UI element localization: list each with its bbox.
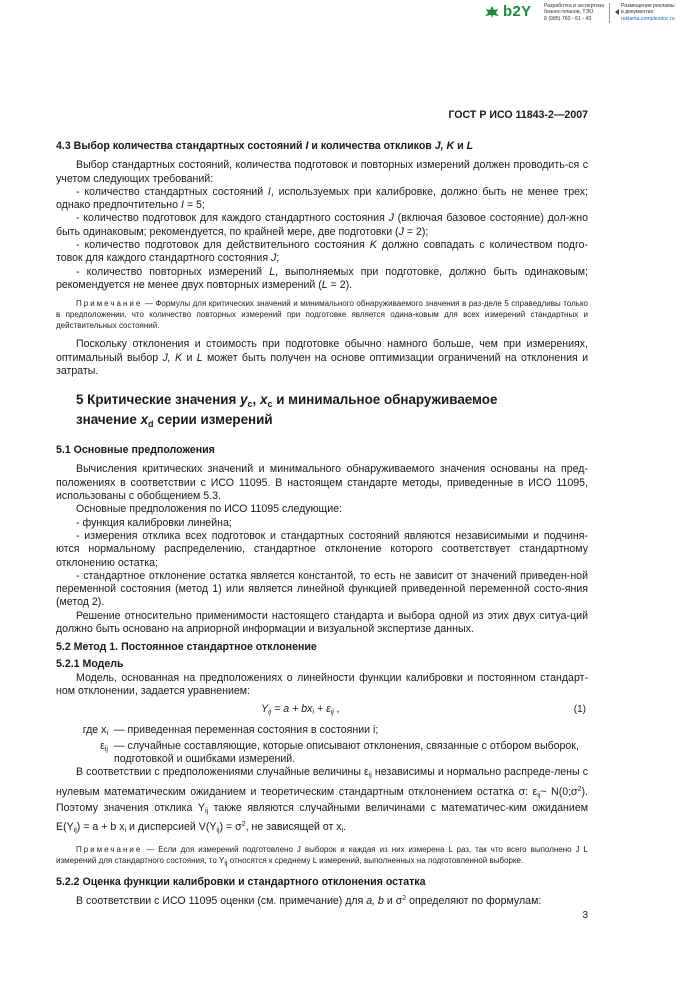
section-5-2-2-title: 5.2.2 Оценка функции калибровки и стандартного отклонения остатка bbox=[56, 875, 426, 888]
list-item: - количество повторных измерений L, выполняемых при подготовке, должно быть одинаковым; рекомендуется не менее двух повторных измерений (L = 2). bbox=[56, 265, 588, 291]
variable-definitions bbox=[56, 724, 588, 767]
list-item: - количество подготовок для действительного состояния K должно совпадать с количеством подго-товок для каждого стандартного состояния J; bbox=[56, 239, 588, 265]
list-item: - количество подготовок для каждого стандартного состояния J (включая базовое состояние) дол-жно быть одинаковым; рекомендуется, по крайней мере, две подготовки (J = 2); bbox=[56, 212, 588, 238]
definition-term: где $x_i$ bbox=[82, 723, 108, 737]
paragraph: В соответствии с ИСО 11095 оценки (см. примечание) для a, b и $\sigma^2$ определяют по формулам: bbox=[76, 894, 542, 907]
section-5-title: 5 Критические значения $y_c$, $x_c$ и минимальное обнаруживаемое значение $x_d$ серии измерений bbox=[76, 392, 498, 430]
note: Примечание — Если для измерений подготовлено J выборок и каждая из них измерена L раз, так что всего выполнено J L измерений для стандартного состояния, то $Y_{ij}$ относятся к среднему L измерений, выполненных на подготовленной выборке. bbox=[56, 844, 588, 867]
note: Примечание — Формулы для критических значений и минимального обнаруживаемого значения в раз-деле 5 справедливы только в предположении, что количество повторных измерений при подготовке является одина-ковым для всех измерений стандартных и действительных состояний. bbox=[56, 299, 588, 331]
list-item: - измерения отклика всех подготовок и стандартных состояний являются независимыми и подчиня-ются нормальному распределению, стандартное отклонение которого соответствует стандартному отклонению остатка; bbox=[56, 529, 588, 569]
equation-number: (1) bbox=[573, 703, 586, 715]
page-number: 3 bbox=[582, 910, 588, 921]
definition-text: — приведенная переменная состояния в состоянии i; bbox=[114, 723, 379, 736]
banner-info-line: Разработка и экспертиза bbox=[544, 3, 605, 9]
banner-phone: 8 (985) 760 - 61 - 43 bbox=[544, 15, 592, 22]
logo-text: b2Y bbox=[503, 3, 532, 20]
standard-number: ГОСТ Р ИСО 11843-2—2007 bbox=[448, 109, 588, 121]
section-4-3-title: 4.3 Выбор количества стандартных состояний I и количества откликов J, K и L bbox=[56, 140, 474, 152]
list-item: - стандартное отклонение остатка является константой, то есть не зависит от значений приведен-ной переменной состояния (метод 1) или является линейной функцией приведенной переменной состо-яния (метод 2). bbox=[56, 569, 588, 609]
paragraph: В соответствии с предположениями случайные величины $\varepsilon_{ij}$ независимы и нормально распреде-лены с нулевым математическим ожиданием и теоретическим стандартным отклонением остатка σ: $\varepsilon_{ij}\sim$ $N(0;\sigma^2)$. Поэтому значения отклика $Y_{ij}$ также являются случайными величинами с математичес-ким ожиданием $E(Y_{ij}) = a + b$ $x_i$ и дисперсией $V(Y_{ij}) = \sigma^2$, не зависящей от $x_i$. bbox=[56, 766, 588, 835]
section-5-2-1-title: 5.2.1 Модель bbox=[56, 657, 124, 670]
banner-divider bbox=[609, 3, 610, 23]
banner-info-line: бизнес-планов, ТЭО bbox=[544, 9, 594, 16]
definition-term: $\varepsilon_{ij}$ bbox=[100, 739, 108, 753]
section-5-2-title: 5.2 Метод 1. Постоянное стандартное отклонение bbox=[56, 641, 317, 654]
document-body bbox=[56, 140, 588, 908]
banner-ad-line: в документах: bbox=[621, 9, 655, 16]
banner-ad-line: Размещение рекламы bbox=[621, 3, 675, 9]
b2y-logo[interactable] bbox=[484, 3, 531, 20]
list-item: - функция калибровки линейна; bbox=[76, 516, 232, 529]
paragraph: Выбор стандартных состояний, количества подготовок и повторных измерений должен проводить-ся с учетом следующих требований: bbox=[56, 159, 588, 185]
paragraph: Поскольку отклонения и стоимость при подготовке обычно намного больше, чем при измерениях, оптимальный выбор J, K и L может быть получен на основе оптимизации ограничений на отклонения и затраты. bbox=[56, 338, 589, 377]
banner-ad-link[interactable]: reklama.complexdoc.ru bbox=[621, 15, 675, 22]
banner-info bbox=[544, 3, 604, 22]
formula-text: $Y_{ij} = a + bx_i + \varepsilon_{ij}$ , bbox=[261, 702, 340, 716]
paragraph: Решение относительно применимости настоящего стандарта и выбора одной из этих двух ситуа-ций должно быть основано на априорной информации и визуальной экспертизе данных. bbox=[56, 609, 588, 636]
section-5-1-title: 5.1 Основные предположения bbox=[56, 444, 215, 457]
list-item: - количество стандартных состояний I, используемых при калибровке, должно быть не менее трех; однако предпочтительно I = 5; bbox=[56, 185, 588, 212]
arrow-left-icon bbox=[615, 9, 619, 15]
paragraph: Вычисления критических значений и минимального обнаруживаемого значения основаны на пред-положениях в соответствии с ИСО 11095. В настоящем стандарте методы, приведенные в ИСО 11095, использованы с обобщением 5.3. bbox=[56, 463, 588, 503]
equation-1 bbox=[56, 703, 588, 720]
banner-ad[interactable] bbox=[615, 3, 699, 22]
paragraph: Основные предположения по ИСО 11095 следующие: bbox=[76, 503, 343, 516]
paragraph: Модель, основанная на предположениях о линейности функции калибровки и постоянном стандарт-ном отклонении, задается уравнением: bbox=[56, 671, 588, 698]
leaf-icon bbox=[484, 5, 500, 19]
top-banner bbox=[0, 0, 699, 30]
definition-text: — случайные составляющие, которые описывают отклонения, связанные с отбором выборок, подготовкой и ошибками измерений. bbox=[114, 739, 579, 766]
